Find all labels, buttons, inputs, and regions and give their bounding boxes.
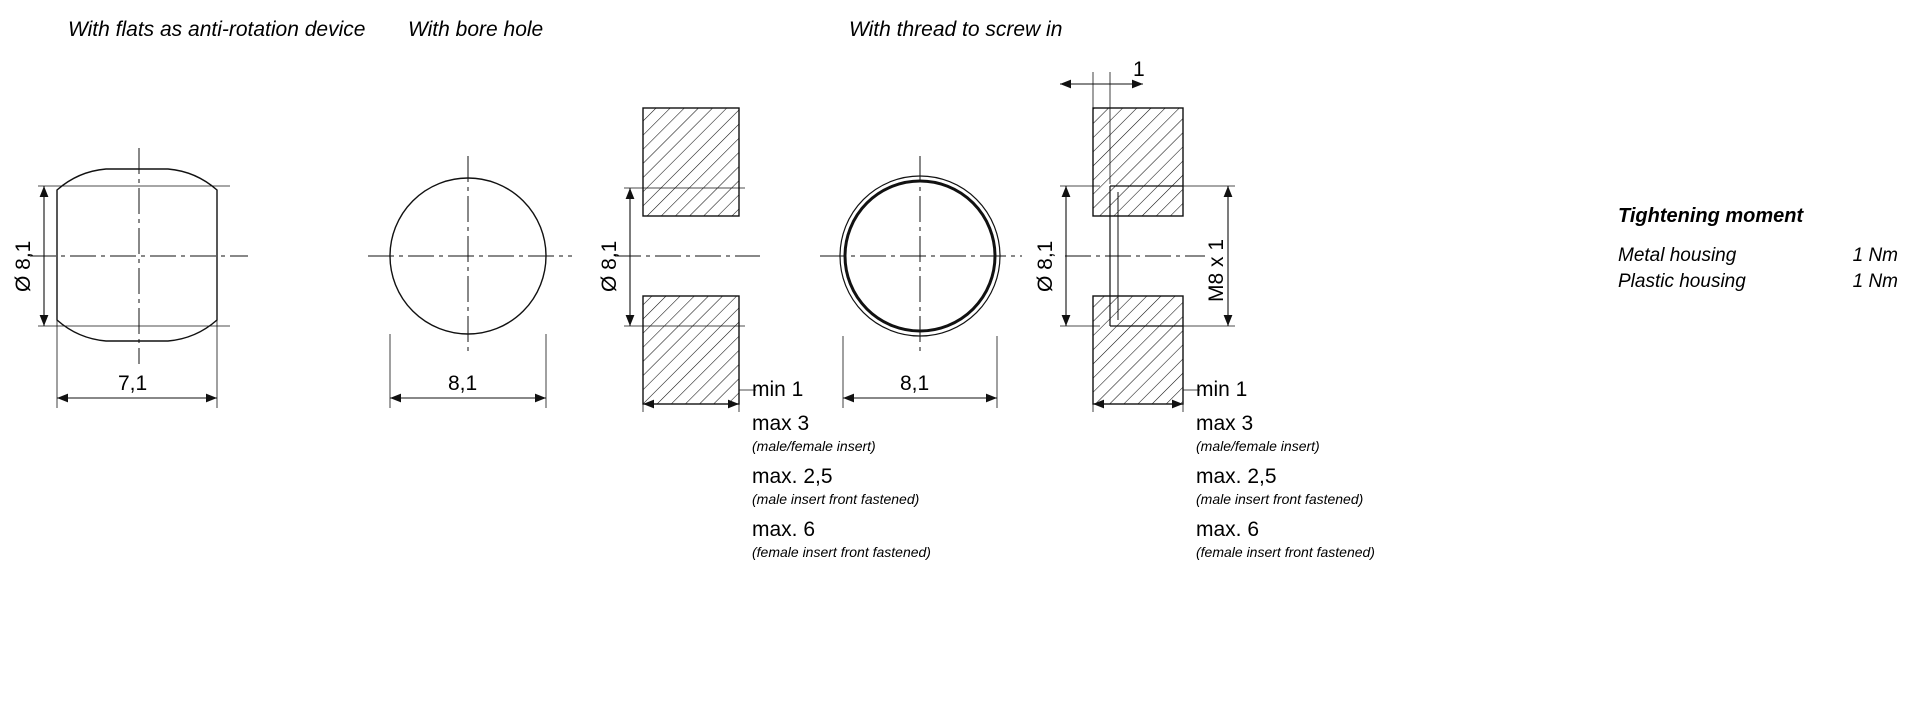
- plastic-housing-label: Plastic housing: [1618, 271, 1746, 292]
- tightening-moment-row: [1618, 271, 1898, 293]
- bore-note-3-main: max. 6: [752, 518, 816, 541]
- bore-note-0-main: min 1: [752, 378, 804, 401]
- thread-section-diameter-label: Ø 8,1: [1034, 240, 1057, 292]
- bore-note-2-sub: (male insert front fastened): [752, 491, 920, 507]
- thread-note-1-sub: (male/female insert): [1196, 438, 1320, 454]
- heading-bore: With bore hole: [408, 18, 544, 41]
- bore-width-label: 8,1: [448, 372, 478, 395]
- heading-flats: With flats as anti-rotation device: [68, 18, 366, 41]
- bore-note-2-main: max. 2,5: [752, 465, 833, 488]
- thread-front-width-label: 8,1: [900, 372, 930, 395]
- thread-note-3-main: max. 6: [1196, 518, 1260, 541]
- metal-housing-label: Metal housing: [1618, 245, 1737, 266]
- heading-thread: With thread to screw in: [849, 18, 1063, 41]
- thread-note-3-sub: (female insert front fastened): [1196, 544, 1375, 560]
- metal-housing-value: 1 Nm: [1852, 245, 1898, 266]
- thread-note-1-main: max 3: [1196, 412, 1254, 435]
- flats-diameter-label: Ø 8,1: [12, 240, 35, 292]
- tightening-moment-title: Tightening moment: [1618, 205, 1804, 227]
- tightening-moment-row: [1618, 245, 1898, 267]
- bore-note-1-sub: (male/female insert): [752, 438, 876, 454]
- flats-width-label: 7,1: [118, 372, 148, 395]
- bore-section-diameter-label: Ø 8,1: [598, 240, 621, 292]
- view-flats-front: [57, 169, 217, 341]
- plastic-housing-value: 1 Nm: [1852, 271, 1898, 292]
- thread-note-2-main: max. 2,5: [1196, 465, 1277, 488]
- bore-note-3-sub: (female insert front fastened): [752, 544, 931, 560]
- bore-note-1-main: max 3: [752, 412, 810, 435]
- thread-note-2-sub: (male insert front fastened): [1196, 491, 1364, 507]
- thread-designation-label: M8 x 1: [1205, 238, 1228, 302]
- thread-note-0-main: min 1: [1196, 378, 1248, 401]
- tightening-moment-block: [1618, 205, 1898, 293]
- thread-top-dim-label: 1: [1133, 58, 1145, 81]
